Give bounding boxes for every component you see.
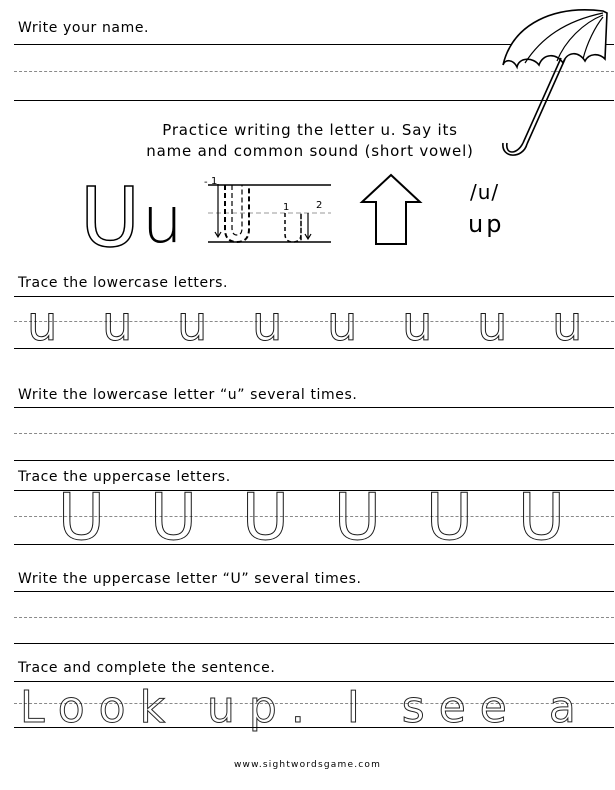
trace-lowercase-u: u bbox=[477, 296, 508, 352]
trace-lowercase-u: u bbox=[552, 296, 583, 352]
big-uppercase-u: U bbox=[80, 171, 141, 266]
stroke-number-2: 1 bbox=[283, 202, 290, 213]
write-upper-top-line bbox=[14, 591, 614, 592]
write-lower-label: Write the lowercase letter “u” several times. bbox=[18, 387, 358, 403]
name-label: Write your name. bbox=[18, 20, 150, 36]
stroke-number-3: 2 bbox=[316, 200, 323, 211]
write-upper-label: Write the uppercase letter “U” several times. bbox=[18, 571, 362, 587]
trace-lowercase-u: u bbox=[327, 296, 358, 352]
write-upper-writing-line[interactable] bbox=[14, 643, 614, 644]
trace-uppercase-u: U bbox=[242, 481, 289, 555]
umbrella-icon bbox=[495, 3, 610, 158]
up-arrow-icon bbox=[356, 172, 426, 247]
trace-lowercase-u: u bbox=[252, 296, 283, 352]
trace-lowercase-u: u bbox=[102, 296, 133, 352]
trace-lower-label: Trace the lowercase letters. bbox=[18, 275, 229, 291]
footer-url: www.sightwordsgame.com bbox=[234, 760, 382, 770]
write-lower-mid-line bbox=[14, 433, 614, 434]
trace-lowercase-u: u bbox=[402, 296, 433, 352]
stroke-number-1: 1 bbox=[211, 176, 218, 187]
trace-sentence-label: Trace and complete the sentence. bbox=[18, 660, 276, 676]
trace-uppercase-u: U bbox=[150, 481, 197, 555]
write-upper-mid-line bbox=[14, 617, 614, 618]
write-lower-top-line bbox=[14, 407, 614, 408]
trace-uppercase-u: U bbox=[518, 481, 565, 555]
example-word: up bbox=[468, 210, 505, 238]
trace-upper-label: Trace the uppercase letters. bbox=[18, 469, 231, 485]
instruction-text bbox=[110, 120, 510, 162]
big-lowercase-u: u bbox=[142, 184, 183, 258]
trace-lowercase-u: u bbox=[177, 296, 208, 352]
trace-uppercase-u: U bbox=[334, 481, 381, 555]
trace-uppercase-u: U bbox=[426, 481, 473, 555]
sentence-trace-text: Look up. I see a bbox=[20, 682, 590, 733]
letter-sound: /u/ bbox=[470, 180, 500, 204]
write-lower-writing-line[interactable] bbox=[14, 460, 614, 461]
trace-lowercase-u: u bbox=[27, 296, 58, 352]
trace-uppercase-u: U bbox=[58, 481, 105, 555]
instruction-line-1: Practice writing the letter u. Say its bbox=[162, 121, 458, 139]
instruction-line-2: name and common sound (short vowel) bbox=[146, 142, 474, 160]
stroke-number-1-prefix: - bbox=[204, 177, 208, 188]
